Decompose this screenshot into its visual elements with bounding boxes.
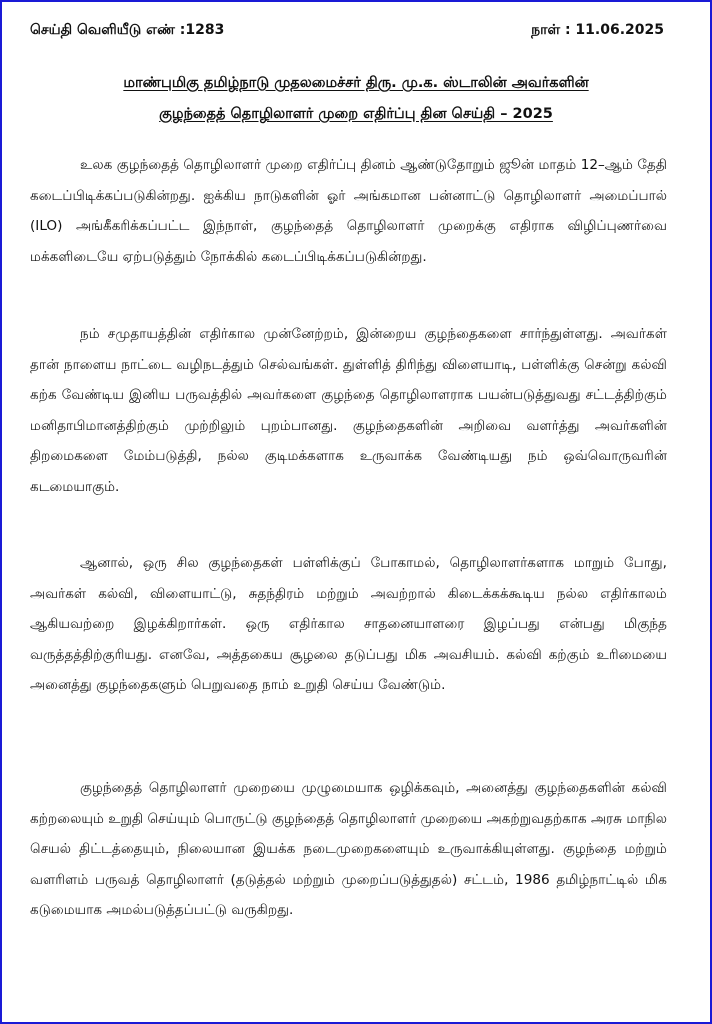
title-line-2 <box>2 106 710 124</box>
release-date: நாள் : 11.06.2025 <box>531 22 664 38</box>
paragraph-2: நம் சமுதாயத்தின் எதிர்கால முன்னேற்றம், இன்றைய குழந்தைகளை சார்ந்துள்ளது. அவர்கள் தான் நாளைய நாட்டை வழிநடத்தும் செல்வங்கள். துள்ளித் திரிந்து விளையாடி, பள்ளிக்கு சென்று கல்வி கற்க வேண்டிய இனிய பருவத்தில் அவர்களை குழந்தை தொழிலாளராக பயன்படுத்துவது சட்டத்திற்கும் மனிதாபிமானத்திற்கும் முற்றிலும் புறம்பானது. குழந்தைகளின் அறிவை வளர்த்து அவர்களின் திறமைகளை மேம்படுத்தி, நல்ல குடிமக்களாக உருவாக்க வேண்டியது நம் ஒவ்வொருவரின் கடமையாகும். <box>30 326 667 495</box>
title-line-1 <box>2 75 710 93</box>
paragraph-1: உலக குழந்தைத் தொழிலாளர் முறை எதிர்ப்பு தினம் ஆண்டுதோறும் ஜூன் மாதம் 12–ஆம் தேதி கடைப்பிடிக்கப்படுகின்றது. ஐக்கிய நாடுகளின் ஓர் அங்கமான பன்னாட்டு தொழிலாளர் அமைப்பால் (ILO) அங்கீகரிக்கப்பட்ட இந்நாள், குழந்தைத் தொழிலாளர் முறைக்கு எதிராக விழிப்புணர்வை மக்களிடையே ஏற்படுத்தும் நோக்கில் கடைப்பிடிக்கப்படுகின்றது. <box>30 157 667 265</box>
release-header <box>30 22 664 40</box>
release-number: செய்தி வெளியீடு எண் :1283 <box>30 22 225 38</box>
paragraph-4: குழந்தைத் தொழிலாளர் முறையை முழுமையாக ஒழிக்கவும், அனைத்து குழந்தைகளின் கல்வி கற்றலையும் உறுதி செய்யும் பொருட்டு குழந்தைத் தொழிலாளர் முறையை அகற்றுவதற்காக அரசு மாநில செயல் திட்டத்தையும், நிலையான இயக்க நடைமுறைகளையும் உருவாக்கியுள்ளது. குழந்தை மற்றும் வளரிளம் பருவத் தொழிலாளர் (தடுத்தல் மற்றும் முறைப்படுத்துதல்) சட்டம், 1986 தமிழ்நாட்டில் மிக கடுமையாக அமல்படுத்தப்பட்டு வருகிறது. <box>30 780 667 919</box>
title-line-2-text: குழந்தைத் தொழிலாளர் முறை எதிர்ப்பு தின செய்தி – 2025 <box>159 106 553 122</box>
title-line-1-text: மாண்புமிகு தமிழ்நாடு முதலமைச்சர் திரு. மு.க. ஸ்டாலின் அவர்களின் <box>123 75 589 91</box>
paragraph-3: ஆனால், ஒரு சில குழந்தைகள் பள்ளிக்குப் போகாமல், தொழிலாளர்களாக மாறும் போது, அவர்கள் கல்வி, விளையாட்டு, சுதந்திரம் மற்றும் அவற்றால் கிடைக்கக்கூடிய நல்ல எதிர்காலம் ஆகியவற்றை இழக்கிறார்கள். ஒரு எதிர்கால சாதனையாளரை இழப்பது என்பது மிகுந்த வருத்தத்திற்குரியது. எனவே, அத்தகைய சூழலை தடுப்பது மிக அவசியம். கல்வி கற்கும் உரிமையை அனைத்து குழந்தைகளும் பெறுவதை நாம் உறுதி செய்ய வேண்டும். <box>30 555 667 694</box>
